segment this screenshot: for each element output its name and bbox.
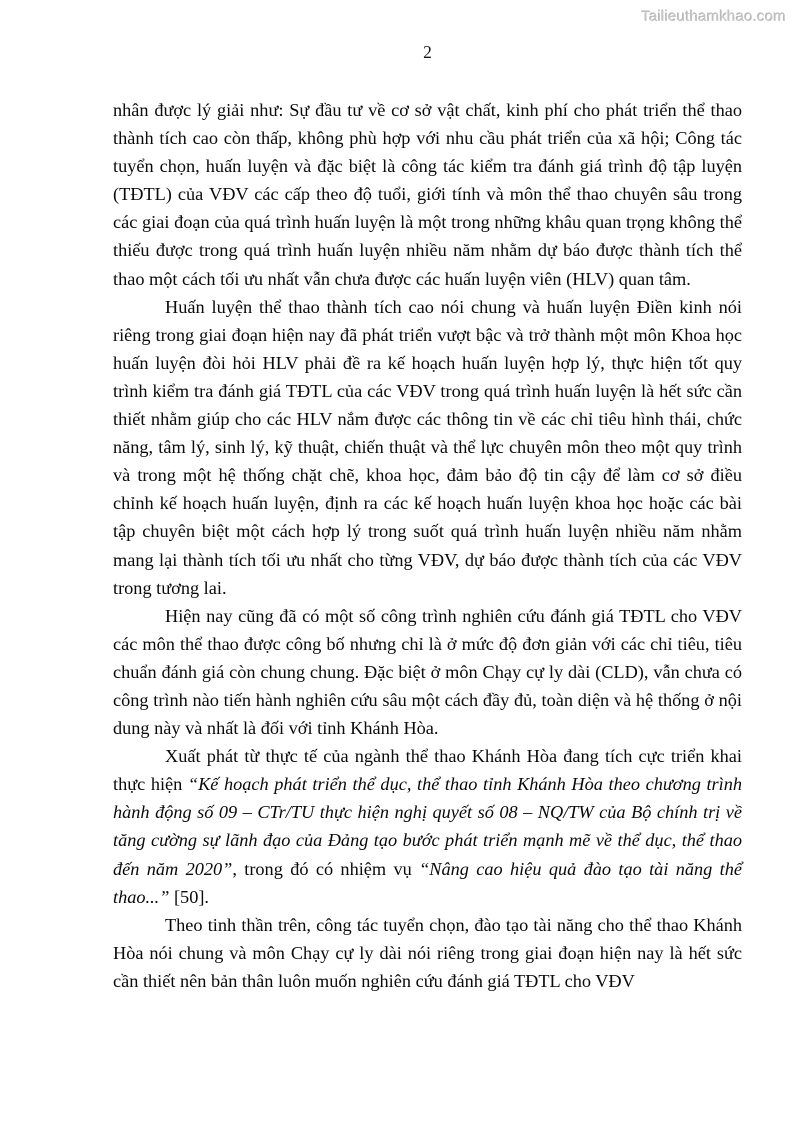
watermark: Tailieuthamkhao.com bbox=[641, 8, 786, 25]
paragraph-text: Huấn luyện thể thao thành tích cao nói chung và huấn luyện Điền kinh nói riêng trong giai đoạn hiện nay đã phát triển vượt bậc và trở thành một môn Khoa học huấn luyện đòi hỏi HLV phải đề ra kế hoạch huấn luyện hợp lý, thực hiện tốt quy trình kiểm tra đánh giá TĐTL của các VĐV trong quá trình huấn luyện là hết sức cần thiết nhằm giúp cho các HLV nắm được các thông tin về các chỉ tiêu hình thái, chức năng, tâm lý, sinh lý, kỹ thuật, chiến thuật và thể lực chuyên môn theo một quy trình và trong một hệ thống chặt chẽ, khoa học, đảm bảo độ tin cậy để làm cơ sở điều chỉnh kế hoạch huấn luyện, định ra các kế hoạch huấn luyện khoa học hoặc các bài tập chuyên biệt một cách hợp lý trong suốt quá trình huấn luyện nhiều năm nhằm mang lại thành tích tối ưu nhất cho từng VĐV, dự báo được thành tích của các VĐV trong tương lai. bbox=[113, 296, 742, 598]
paragraph-text: , trong đó có nhiệm vụ bbox=[232, 858, 420, 879]
paragraph-text-italic-quote: “Nâng cao hiệu quả đào tạo tài năng thể thao...” bbox=[113, 858, 743, 907]
paragraph bbox=[113, 96, 742, 293]
paragraph-text: nhân được lý giải như: Sự đầu tư về cơ sở vật chất, kinh phí cho phát triển thể thao thành tích cao còn thấp, không phù hợp với nhu cầu phát triển của xã hội; Công tác tuyển chọn, huấn luyện và đặc biệt là công tác kiểm tra đánh giá trình độ tập luyện (TĐTL) của VĐV các cấp theo độ tuổi, giới tính và môn thể thao chuyên sâu trong các giai đoạn của quá trình huấn luyện là một trong những khâu quan trọng không thể thiếu được trong quá trình huấn luyện nhiều năm nhằm dự báo được thành tích thể thao một cách tối ưu nhất vẫn chưa được các huấn luyện viên (HLV) quan tâm. bbox=[113, 100, 742, 289]
paragraph-text-citation: [50]. bbox=[169, 886, 209, 907]
page-number: 2 bbox=[423, 42, 432, 62]
paragraph bbox=[113, 602, 742, 742]
paragraph-text: Xuất phát từ thực tế của ngành thể thao Khánh Hòa đang tích cực triển khai thực hiện bbox=[113, 746, 742, 795]
page-body bbox=[113, 96, 742, 995]
paragraph-text: Theo tinh thần trên, công tác tuyển chọn, đào tạo tài năng cho thể thao Khánh Hòa nói chung và môn Chạy cự ly dài nói riêng trong giai đoạn hiện nay là hết sức cần thiết nên bản thân luôn muốn nghiên cứu đánh giá TĐTL cho VĐV bbox=[113, 914, 742, 991]
paragraph-text: Hiện nay cũng đã có một số công trình nghiên cứu đánh giá TĐTL cho VĐV các môn thể thao được công bố nhưng chỉ là ở mức độ đơn giản với các chỉ tiêu, tiêu chuẩn đánh giá còn chung chung. Đặc biệt ở môn Chạy cự ly dài (CLD), vẫn chưa có công trình nào tiến hành nghiên cứu sâu một cách đầy đủ, toàn diện và hệ thống ở nội dung này và nhất là đối với tỉnh Khánh Hòa. bbox=[113, 605, 742, 739]
paragraph bbox=[113, 742, 742, 911]
paragraph bbox=[113, 293, 742, 602]
paragraph-text-italic-quote: “Kế hoạch phát triển thể dục, thể thao tỉnh Khánh Hòa theo chương trình hành động số 09 – CTr/TU thực hiện nghị quyết số 08 – NQ/TW của Bộ chính trị về tăng cường sự lãnh đạo của Đảng tạo bước phát triển mạnh mẽ về thể dục, thể thao đến năm 2020” bbox=[113, 774, 742, 879]
paragraph bbox=[113, 911, 742, 995]
